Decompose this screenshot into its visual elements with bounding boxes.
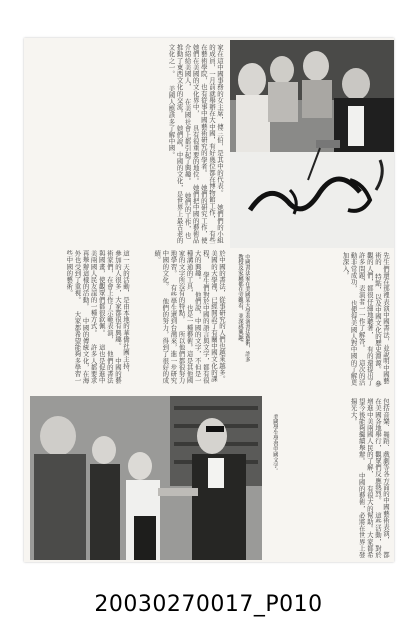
text-line: 有些在藝術學院，也有從事中國藝術研究的學者。 [199, 44, 216, 244]
article-text-right [256, 252, 390, 390]
text-line: 她們的研究工作，使她們在美國的文化界中， [191, 44, 208, 244]
text-line: 她們們的小組的成員，一月前就舉辦在大中國，有好幾位都在博物館工作， [207, 44, 224, 244]
text-line: 有的還提出了許多問題，表演者一一作了解答。 [357, 252, 374, 386]
bottom-photo-caption: 美國學生學習中國文字。 [272, 414, 278, 474]
document-id-label: 20030270017_P010 [94, 592, 323, 617]
top-photo-caption: 中國書法家在美國某大學表演書法藝術，許多教授及家屬都在旁觀看，並深感興趣。 [237, 254, 250, 362]
students-learning-photo [30, 396, 262, 560]
text-line: 在美國社會上都引起了興趣。 [183, 98, 192, 185]
text-line: 參觀的人們，都很仔細地聽著， [365, 252, 382, 388]
text-line: 這也是促進中美兩國人民友誼的一種方式。 [89, 250, 106, 384]
text-line: 具有很重要的地位。她們把中國的藝術品介紹給美國人， [183, 44, 200, 244]
text-line: 也是一種藝術。這是其他國家的文字所沒有的特點。 [177, 250, 194, 384]
text-line: 他們說，中國的文字，不但是一種溝通的工具， [185, 250, 202, 384]
text-line: 許多人都要求再舉辦這樣的活動。 [81, 250, 98, 384]
text-line: 中國的藝術家們，在會上作了示範表演， [105, 250, 122, 384]
text-line: 她們的工作，也推動了東西文化的交流。 [175, 44, 192, 239]
text-line: 所以他們都很努力地學習。 [169, 250, 186, 384]
text-line: 他們的書法與國畫，使觀眾們都很欽佩。 [97, 250, 114, 384]
magazine-page [24, 38, 394, 562]
calligraphy-demo-photo [230, 40, 394, 248]
text-line: 這次的活動非常成功， [349, 252, 366, 386]
text-line: 於中國的書法，從事研究的人們也越來越多。 [218, 250, 226, 382]
text-line: 中國的傳統文化，在海外也受到了重視。 [73, 250, 90, 384]
text-line: 有些學生還到台灣來，進一步研究中國的文化。 [161, 250, 178, 384]
text-line: 有很大的幫助。大家都希望今後能夠繼續舉辦。 [357, 398, 374, 558]
text-line: 特點，以及中國文化的歷史淵源。 [373, 273, 382, 373]
article-text-top-left [32, 44, 224, 244]
text-line: 美國的大學裡，已經開設了有關中國文化的課程， [201, 250, 218, 382]
text-line: 先生們還在那裡表演中國書法，並說明中國藝術的 [373, 252, 390, 384]
text-line: 包括音樂、舞蹈、戲劇等各方面的中國藝術表演， [382, 398, 390, 544]
text-line: 他們的努力，得到了很好的成績。 [153, 250, 170, 384]
article-text-bottom-right [286, 398, 390, 558]
text-line: 她們說，中國的文化，是世界上最古老的文化之一。 [167, 44, 184, 244]
text-line: 也使得美國人對中國的了解更加深入。 [341, 252, 358, 386]
article-text-mid-left [32, 250, 130, 390]
text-line: 這些活動，對於增進中美兩國人民的了解， [365, 398, 382, 558]
text-line: 這一天的活動，是由本地的華僑社團主持， [122, 250, 130, 376]
text-line: 學生們對於中國的語言與文字，都有很大的興趣。 [193, 250, 210, 384]
text-line: 都在美國各地舉行，觀眾們反應熱烈。 [373, 398, 390, 558]
article-text-mid-right [134, 250, 226, 390]
text-line: 中國的藝術，必將在世界上發揚光大。 [349, 398, 366, 558]
text-line: 美國人應該多了解中國。 [167, 85, 176, 158]
text-line: 參加的人很多，大家都很有興趣。 [113, 250, 122, 349]
text-line: 大家都希望能夠多學習一些中國的藝術。 [65, 250, 82, 384]
text-line: 家在這中國事務的女主席，傳三伯，是其中的代表。 [216, 44, 224, 196]
